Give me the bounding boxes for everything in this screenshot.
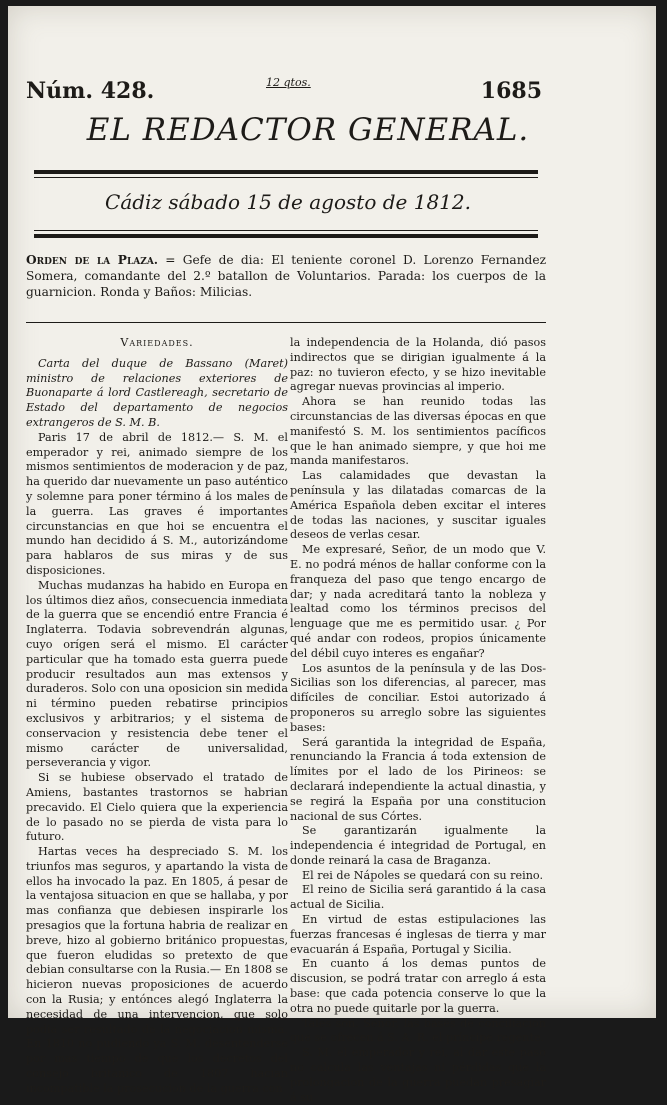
orden-de-la-plaza (26, 252, 546, 300)
article-subtitle: Carta del duque de Bassano (Maret) ministro de relaciones exteriores de Buonaparte á lord Castlereagh, secretario de Estado del departamento de negocios extrangeros de S. M. B. (26, 356, 288, 429)
right-paragraph: Las calamidades que devastan la península y las dilatadas comarcas de la América Española deben excitar el interes de todas las naciones, y suscitar iguales deseos de verlas cesar. (290, 469, 546, 542)
right-paragraph: Ahora se han reunido todas las circunstancias de las diversas épocas en que manifestó S. M. los sentimientos pacíficos que le han animado siempre, y que hoi me manda manifestaros. (290, 395, 546, 468)
rule-mid-thick (34, 234, 538, 238)
rule-section (26, 322, 546, 323)
orden-text: = Gefe de dia: El teniente coronel D. Lorenzo Fernandez Somera, comandante del 2.º batallon de Voluntarios. Parada: los cuerpos de la guarnicion. Ronda y Baños: Milicias. (26, 253, 546, 299)
orden-label: Orden de la Plaza. (26, 253, 159, 267)
left-paragraph: Muchas mudanzas ha habido en Europa en los últimos diez años, consecuencia inmediata de la guerra que se encendió entre Francia é Inglaterra. Todavia sobrevendrán algunas, cuyo orígen será el mismo. El carácter particular que ha tomado esta guerra puede producir resultados aun mas extensos y duraderos. Solo con una oposicion sin medida ni término pueden rebatirse principios exclusivos y arbitrarios; y el sistema de conservacion y resistencia debe tener el mismo carácter de universalidad, perseverancia y vigor. (26, 578, 288, 770)
right-paragraph: S. M. el emperador y rei, al dar este paso no calcula las ventajas ni pérdidas que la prolongacion de la guerra puedan presagiar á su (290, 1046, 546, 1104)
right-column (290, 336, 546, 1105)
right-paragraph: El reino de Sicilia será garantido á la casa actual de Sicilia. (290, 883, 546, 912)
right-paragraph: En cuanto á los demas puntos de discusion, se podrá tratar con arreglo á esta base: que cada potencia conserve lo que la otra no puede quitarle por la guerra. (290, 957, 546, 1015)
right-paragraph: Me expresaré, Señor, de un modo que V. E. no podrá ménos de hallar conforme con la franqueza del paso que tengo encargo de dar; y nada acreditará tanto la nobleza y lealtad como los términos precisos del lenguage que me es permitido usar. ¿ Por qué andar con rodeos, propios únicamente del débil cuyo interes es engañar? (290, 543, 546, 660)
section-heading: Variedades. (120, 336, 194, 349)
issue-number: Núm. 428. (26, 78, 155, 104)
newspaper-page (8, 6, 656, 1104)
left-paragraph: Paris 17 de abril de 1812.— S. M. el emperador y rei, animado siempre de los mismos sentimientos de moderacion y de paz, ha querido dar nuevamente un paso auténtico y solemne para poner término á los males de la guerra. Las graves é importantes circunstancias en que hoi se encuentra el mundo han decidido á S. M., autorizándome para hablaros de sus miras y de sus disposiciones. (26, 430, 288, 577)
left-paragraph: Si se hubiese observado el tratado de Amiens, bastantes trastornos se habrian precavido. El Cielo quiera que la experiencia de lo pasado no se pierda de vista para lo futuro. (26, 771, 288, 844)
right-paragraph: Se garantizarán igualmente la independencia é integridad de Portugal, en donde reinará la casa de Braganza. (290, 824, 546, 867)
right-paragraph: En virtud de estas estipulaciones las fuerzas francesas é inglesas de tierra y mar evacuarán á España, Portugal y Sicilia. (290, 913, 546, 956)
rule-mid-thin (34, 230, 538, 231)
left-paragraph: Hartas veces ha despreciado S. M. los triunfos mas seguros, y apartando la vista de ellos ha invocado la paz. En 1805, á pesar de la ventajosa situacion en que se hallaba, y por mas confianza que debiesen inspirarle los presagios que la fortuna habria de realizar en breve, hizo al gobierno británico propuestas, que fueron eludidas so pretexto de que debian consultarse con la Rusia.— En 1808 se hicieron nuevas proposiciones de acuerdo con la Rusia; y entónces alegó Inglaterra la necesidad de una intervencion, que solo podia ser resultado de la negociacion misma. En 1810 no pudiendo ya S. M. desentenderse por mas tiempo de que los decretos del consejo británico de 1807 hacian incompatible la prosecucion de la guerra con (26, 845, 288, 1095)
dateline: Cádiz sábado 15 de agosto de 1812. (105, 190, 471, 214)
left-column (26, 336, 288, 1097)
rule-top-thick (34, 170, 538, 174)
right-paragraph: la independencia de la Holanda, dió pasos indirectos que se dirigian igualmente á la paz: no tuvieron efecto, y se hizo inevitable agregar nuevas provincias al imperio. (290, 336, 546, 394)
right-paragraph: Los asuntos de la península y de las Dos-Sicilias son los diferencias, al parecer, mas difíciles de conciliar. Estoi autorizado á proponeros su arreglo sobre las siguientes bases: (290, 661, 546, 734)
right-paragraph: Será garantida la integridad de España, renunciando la Francia á toda extension de límites por el lado de los Pirineos: se declarará independiente la actual dinastia, y se regirá la España por una constitucion nacional de sus Córtes. (290, 735, 546, 823)
right-paragraph: Tales son, Señor, las bases de conciliacion que se ofrecen á S. A. R. el príncipe regente. (290, 1016, 546, 1045)
page-number: 1685 (480, 78, 542, 104)
issue-price: 12 qtos. (266, 76, 311, 89)
masthead-title: EL REDACTOR GENERAL. (86, 112, 530, 148)
rule-top-thin (34, 177, 538, 178)
right-paragraph: El rei de Nápoles se quedará con su reino. (302, 868, 544, 882)
